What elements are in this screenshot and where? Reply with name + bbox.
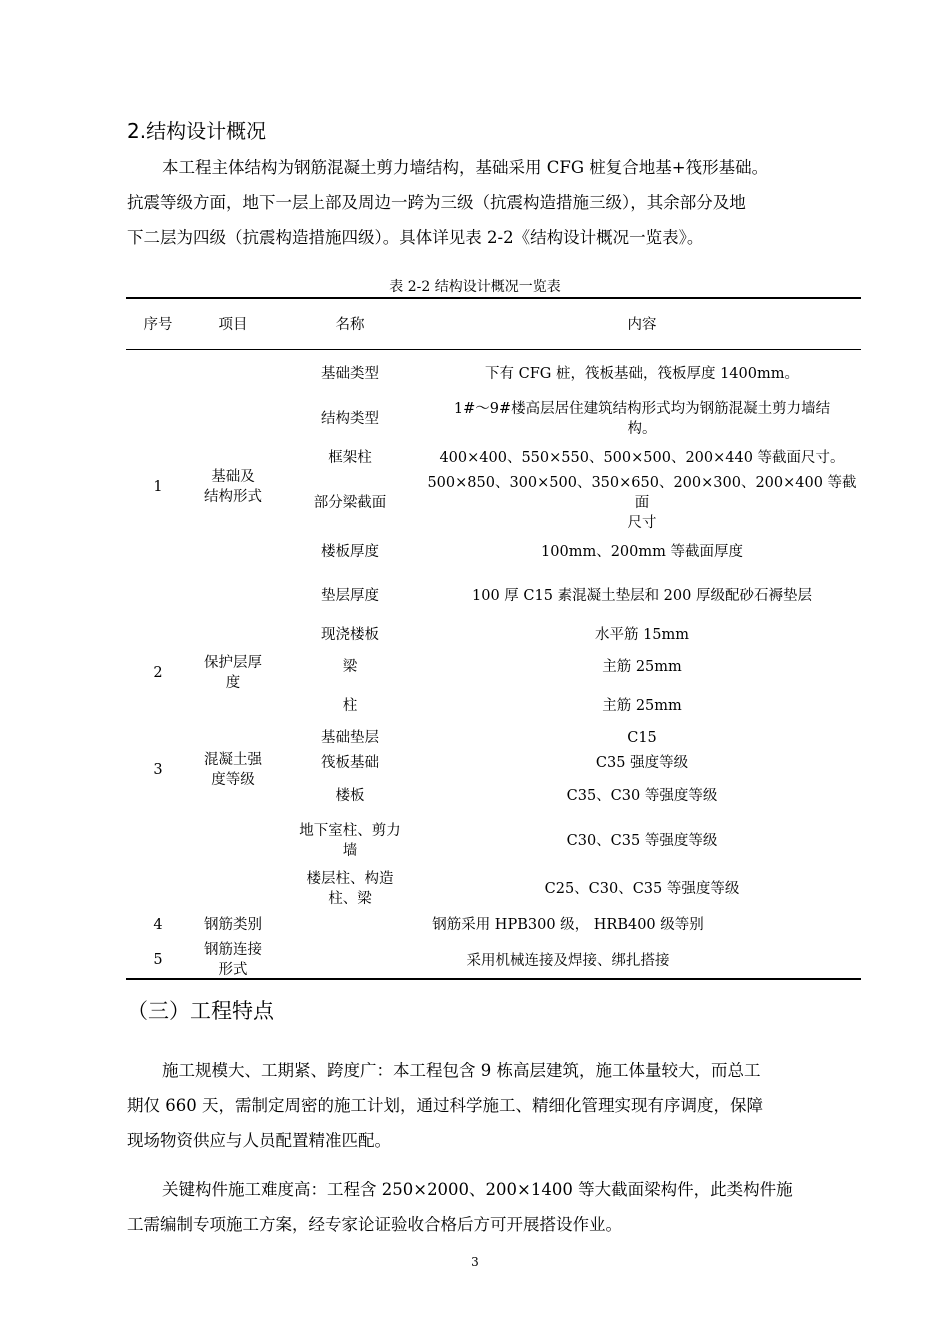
intro-line: 下二层为四级（抗震构造措施四级）。具体详见表 2-2《结构设计概况一览表》。	[127, 228, 704, 247]
body-paragraph	[127, 1172, 860, 1242]
row-name: 梁	[342, 659, 358, 675]
row-content: C35、C30 等强度等级	[566, 788, 718, 804]
row-content: 500×850、300×500、350×650、200×300、200×400 等截面 尺寸	[427, 475, 857, 531]
group-item: 钢筋类别	[204, 917, 262, 933]
group-no: 3	[153, 762, 163, 778]
row-name: 楼层柱、构造 柱、梁	[306, 871, 394, 907]
row-content: 下有 CFG 桩，筏板基础，筏板厚度 1400mm。	[485, 366, 799, 382]
merged-row-content: 钢筋采用 HPB300 级， HRB400 级等别	[432, 917, 704, 933]
table-header-content: 内容	[627, 316, 657, 333]
row-content: 100mm、200mm 等截面厚度	[541, 544, 743, 560]
table-header-rule	[126, 349, 861, 350]
group-no: 5	[153, 952, 163, 968]
paragraph-line: 关键构件施工难度高：工程含 250×2000、200×1400 等大截面梁构件，此类构件施	[162, 1180, 793, 1199]
intro-line: 抗震等级方面，地下一层上部及周边一跨为三级（抗震构造措施三级），其余部分及地	[127, 193, 746, 212]
row-content: 100 厚 C15 素混凝土垫层和 200 厚级配砂石褥垫层	[472, 588, 812, 604]
row-content: 主筋 25mm	[602, 698, 682, 714]
row-name: 基础类型	[321, 366, 379, 382]
group-no: 4	[153, 917, 163, 933]
row-content: 400×400、550×550、500×500、200×440 等截面尺寸。	[439, 450, 845, 466]
row-content: C35 强度等级	[595, 755, 689, 771]
row-name: 框架柱	[328, 450, 372, 466]
paragraph-line: 工需编制专项施工方案，经专家论证验收合格后方可开展搭设作业。	[127, 1215, 622, 1234]
table-header-name: 名称	[335, 316, 365, 333]
row-name: 现浇楼板	[321, 627, 379, 643]
group-item: 基础及 结构形式	[204, 468, 262, 505]
page-number: 3	[471, 1255, 479, 1269]
merged-row-content: 采用机械连接及焊接、绑扎搭接	[466, 953, 670, 969]
paragraph-line: 现场物资供应与人员配置精准匹配。	[127, 1131, 391, 1150]
row-content: 水平筋 15mm	[594, 627, 690, 643]
row-name: 部分梁截面	[313, 495, 387, 511]
row-content: C30、C35 等强度等级	[566, 833, 718, 849]
row-name: 柱	[342, 698, 358, 714]
row-name: 结构类型	[321, 411, 379, 427]
paragraph-line: 施工规模大、工期紧、跨度广：本工程包含 9 栋高层建筑，施工体量较大，而总工	[162, 1061, 761, 1080]
intro-line: 本工程主体结构为钢筋混凝土剪力墙结构，基础采用 CFG 桩复合地基+筏形基础。	[162, 158, 769, 177]
row-content: 1#～9#楼高层居住建筑结构形式均为钢筋混凝土剪力墙结 构。	[453, 401, 831, 437]
row-name: 地下室柱、剪力 墙	[299, 823, 401, 859]
body-paragraph	[127, 1053, 860, 1158]
row-name: 楼板	[335, 788, 365, 804]
paragraph-line: 期仅 660 天，需制定周密的施工计划，通过科学施工、精细化管理实现有序调度，保障	[127, 1096, 763, 1115]
group-item: 保护层厚 度	[204, 655, 262, 691]
group-item: 混凝土强 度等级	[204, 752, 262, 788]
row-content: 主筋 25mm	[602, 659, 682, 675]
row-name: 筏板基础	[321, 755, 379, 771]
table-top-rule	[126, 297, 861, 299]
row-content: C15	[627, 730, 657, 746]
group-item: 钢筋连接 形式	[204, 942, 262, 978]
table-header-no: 序号	[143, 316, 173, 333]
section-title: 2.结构设计概况	[127, 119, 267, 143]
row-content: C25、C30、C35 等强度等级	[544, 881, 740, 897]
subsection-title: （三）工程特点	[127, 999, 274, 1023]
table-caption: 表 2-2 结构设计概况一览表	[389, 279, 561, 295]
row-name: 基础垫层	[321, 730, 379, 746]
table-header-item: 项目	[218, 316, 248, 333]
intro-paragraph	[127, 150, 860, 255]
group-no: 2	[153, 665, 163, 681]
row-name: 楼板厚度	[321, 544, 379, 560]
row-name: 垫层厚度	[321, 588, 379, 604]
group-no: 1	[153, 478, 163, 495]
